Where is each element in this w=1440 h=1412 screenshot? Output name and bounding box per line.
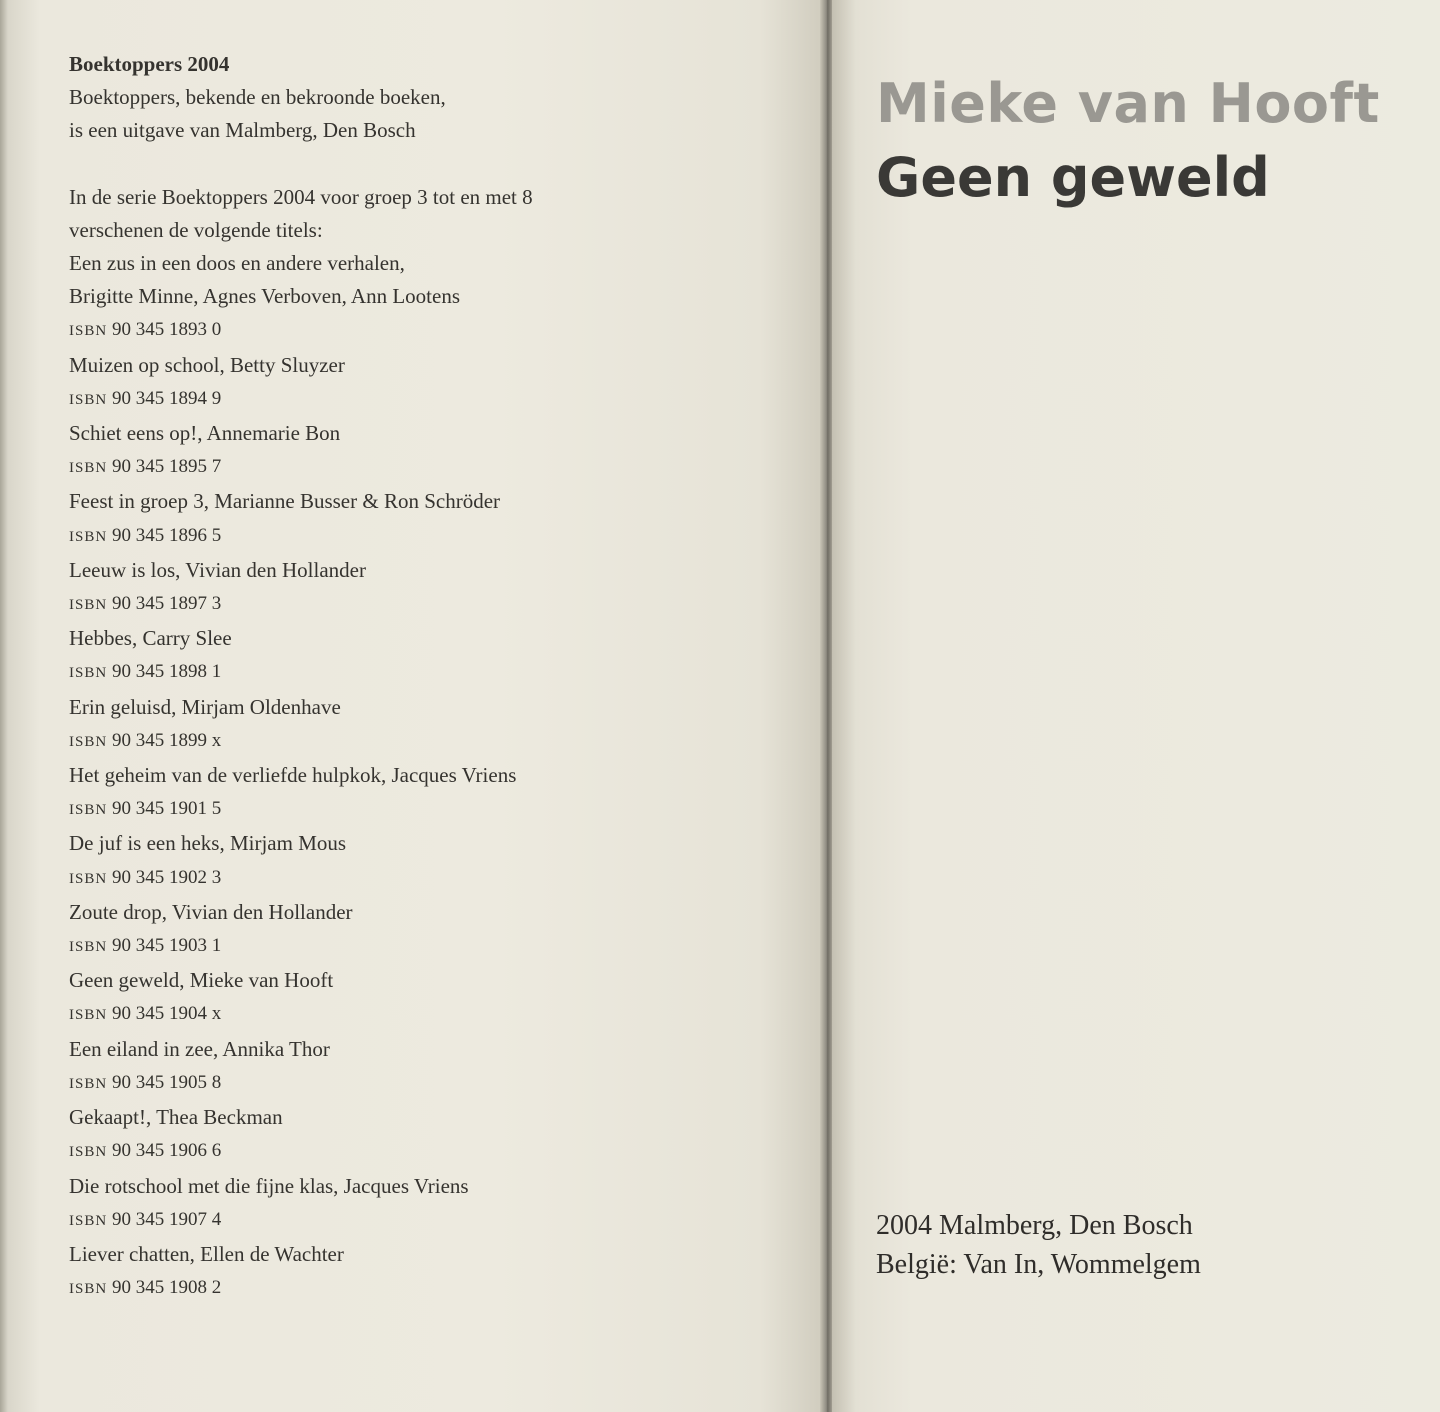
book-title-entry: Een zus in een doos en andere verhalen, — [69, 251, 405, 276]
isbn-line — [69, 450, 769, 485]
book-title-entry: Feest in groep 3, Marianne Busser & Ron Schröder — [69, 489, 501, 514]
right-page — [832, 0, 1440, 1412]
paragraph-gap — [69, 148, 769, 181]
isbn-number: 90 345 1897 3 — [111, 593, 222, 615]
isbn-line — [69, 313, 769, 348]
isbn-line — [69, 997, 769, 1032]
isbn-number: 90 345 1893 0 — [111, 319, 222, 341]
intro-line: is een uitgave van Malmberg, Den Bosch — [69, 118, 416, 143]
isbn-line — [69, 792, 769, 827]
isbn-label: ISBN — [69, 802, 108, 819]
book-title-entry: Hebbes, Carry Slee — [69, 626, 232, 651]
isbn-line — [69, 724, 769, 759]
isbn-number: 90 345 1894 9 — [111, 387, 222, 409]
isbn-number: 90 345 1908 2 — [111, 1277, 222, 1299]
isbn-line — [69, 587, 769, 622]
author-name: Mieke van Hooft — [876, 72, 1380, 135]
isbn-label: ISBN — [69, 1007, 108, 1024]
isbn-number: 90 345 1903 1 — [111, 935, 222, 957]
book-title-entry: Een eiland in zee, Annika Thor — [69, 1036, 330, 1061]
isbn-number: 90 345 1905 8 — [111, 1071, 222, 1093]
isbn-label: ISBN — [69, 665, 108, 682]
intro-line: Boektoppers, bekende en bekroonde boeken, — [69, 85, 446, 110]
isbn-number: 90 345 1895 7 — [111, 456, 222, 478]
isbn-number: 90 345 1907 4 — [111, 1208, 222, 1230]
isbn-label: ISBN — [69, 939, 108, 956]
book-title-entry: Geen geweld, Mieke van Hooft — [69, 968, 334, 993]
book-author-entry: Brigitte Minne, Agnes Verboven, Ann Lootens — [69, 284, 460, 309]
isbn-number: 90 345 1901 5 — [111, 798, 222, 820]
series-intro-line: verschenen de volgende titels: — [69, 217, 323, 242]
isbn-label: ISBN — [69, 528, 108, 545]
book-title-entry: Erin geluisd, Mirjam Oldenhave — [69, 694, 341, 719]
isbn-label: ISBN — [69, 870, 108, 887]
isbn-number: 90 345 1898 1 — [111, 661, 222, 683]
isbn-label: ISBN — [69, 1281, 108, 1298]
isbn-number: 90 345 1902 3 — [111, 866, 222, 888]
isbn-label: ISBN — [69, 733, 108, 750]
isbn-line — [69, 929, 769, 964]
isbn-label: ISBN — [69, 1212, 108, 1229]
book-title: Geen geweld — [876, 146, 1270, 209]
isbn-label: ISBN — [69, 323, 108, 340]
isbn-line — [69, 1066, 769, 1101]
isbn-line — [69, 382, 769, 417]
isbn-label: ISBN — [69, 597, 108, 614]
isbn-line — [69, 1271, 769, 1306]
colophon — [69, 48, 769, 1306]
book-title-entry: De juf is een heks, Mirjam Mous — [69, 831, 347, 856]
isbn-line — [69, 655, 769, 690]
isbn-label: ISBN — [69, 391, 108, 408]
book-title-entry: Zoute drop, Vivian den Hollander — [69, 899, 353, 924]
imprint-line: 2004 Malmberg, Den Bosch — [876, 1210, 1193, 1241]
isbn-number: 90 345 1904 x — [111, 1003, 222, 1025]
isbn-line — [69, 1203, 769, 1238]
isbn-line — [69, 1134, 769, 1169]
publisher-imprint — [876, 1206, 1201, 1284]
book-title-entry: Die rotschool met die fijne klas, Jacques Vriens — [69, 1173, 469, 1198]
isbn-number: 90 345 1896 5 — [111, 524, 222, 546]
book-title-entry: Gekaapt!, Thea Beckman — [69, 1105, 283, 1130]
book-title-entry: Liever chatten, Ellen de Wachter — [69, 1241, 344, 1266]
series-intro-line: In de serie Boektoppers 2004 voor groep 3 tot en met 8 — [69, 184, 533, 209]
book-title-entry: Muizen op school, Betty Sluyzer — [69, 352, 345, 377]
isbn-label: ISBN — [69, 1144, 108, 1161]
isbn-label: ISBN — [69, 1075, 108, 1092]
book-title-entry: Schiet eens op!, Annemarie Bon — [69, 421, 341, 446]
isbn-number: 90 345 1899 x — [111, 729, 222, 751]
book-title-entry: Leeuw is los, Vivian den Hollander — [69, 557, 366, 582]
book-title-entry: Het geheim van de verliefde hulpkok, Jacques Vriens — [69, 763, 517, 788]
series-heading: Boektoppers 2004 — [69, 52, 230, 76]
isbn-number: 90 345 1906 6 — [111, 1140, 222, 1162]
isbn-line — [69, 861, 769, 896]
imprint-line: België: Van In, Wommelgem — [876, 1249, 1201, 1280]
isbn-label: ISBN — [69, 460, 108, 477]
isbn-line — [69, 519, 769, 554]
